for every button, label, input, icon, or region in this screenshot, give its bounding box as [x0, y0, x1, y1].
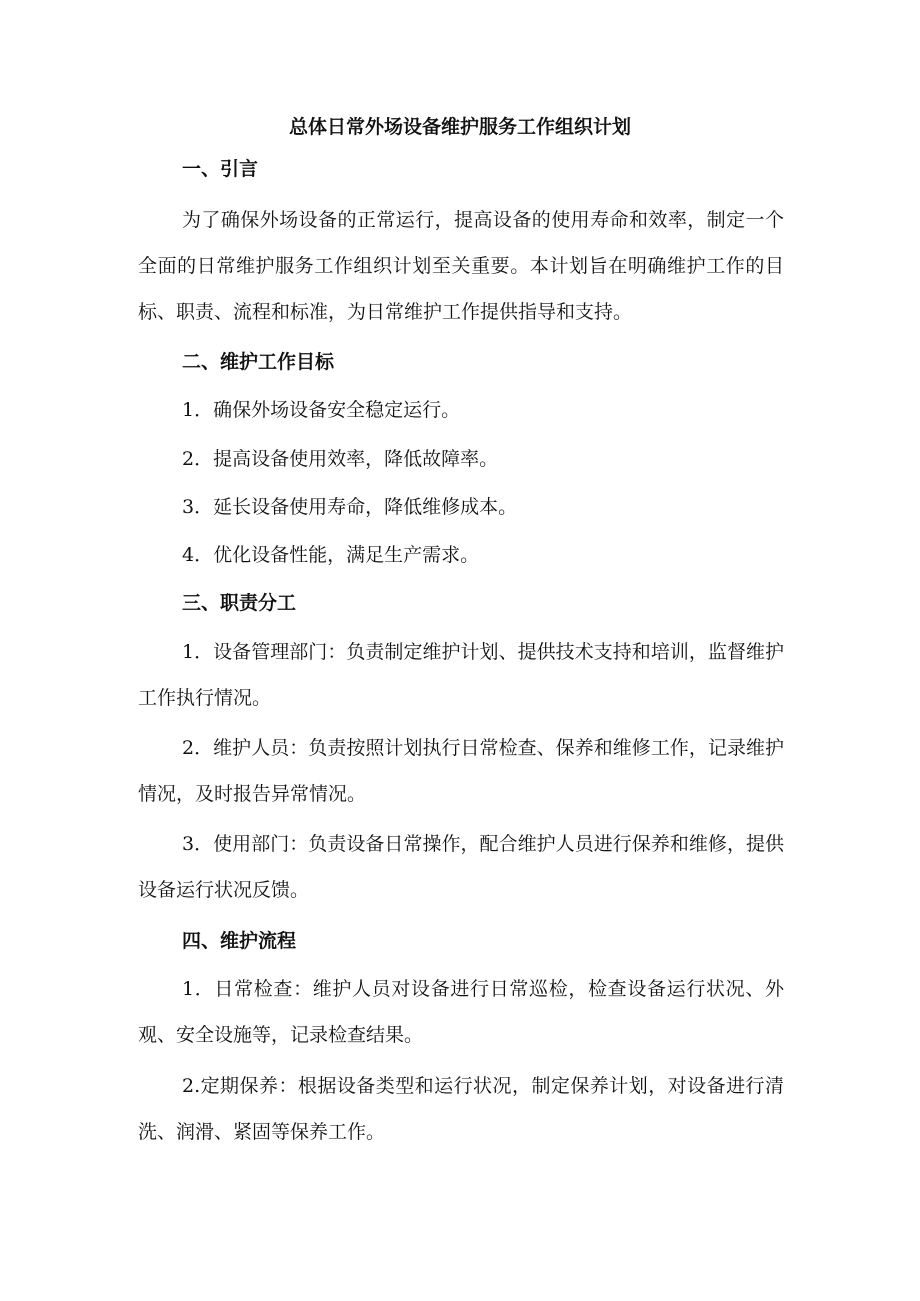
- duty-item-2: 2．维护人员：负责按照计划执行日常检查、保养和维修工作，记录维护情况，及时报告异常情况。: [138, 737, 784, 805]
- intro-paragraph: 为了确保外场设备的正常运行，提高设备的使用寿命和效率，制定一个全面的日常维护服务工作组织计划至关重要。本计划旨在明确维护工作的目标、职责、流程和标准，为日常维护工作提供指导和支持。: [138, 209, 784, 323]
- section-heading-goals: 二、维护工作目标: [182, 351, 335, 373]
- goal-item-1: 1．确保外场设备安全稳定运行。: [182, 399, 461, 421]
- goal-item-2: 2．提高设备使用效率，降低故障率。: [182, 448, 499, 470]
- duty-item-1: 1．设备管理部门：负责制定维护计划、提供技术支持和培训，监督维护工作执行情况。: [138, 641, 784, 709]
- goal-item-3: 3．延长设备使用寿命，降低维修成本。: [182, 496, 518, 518]
- section-heading-process: 四、维护流程: [182, 930, 297, 952]
- process-item-1: 1．日常检查：维护人员对设备进行日常巡检，检查设备运行状况、外观、安全设施等，记录检查结果。: [138, 978, 784, 1046]
- section-heading-duties: 三、职责分工: [182, 592, 297, 614]
- process-item-2: 2.定期保养：根据设备类型和运行状况，制定保养计划，对设备进行清洗、润滑、紧固等保养工作。: [138, 1075, 784, 1143]
- goal-item-4: 4．优化设备性能，满足生产需求。: [182, 544, 480, 566]
- section-heading-intro: 一、引言: [182, 158, 259, 180]
- document-title: 总体日常外场设备维护服务工作组织计划: [288, 116, 631, 138]
- duty-item-3: 3．使用部门：负责设备日常操作，配合维护人员进行保养和维修，提供设备运行状况反馈。: [138, 833, 784, 901]
